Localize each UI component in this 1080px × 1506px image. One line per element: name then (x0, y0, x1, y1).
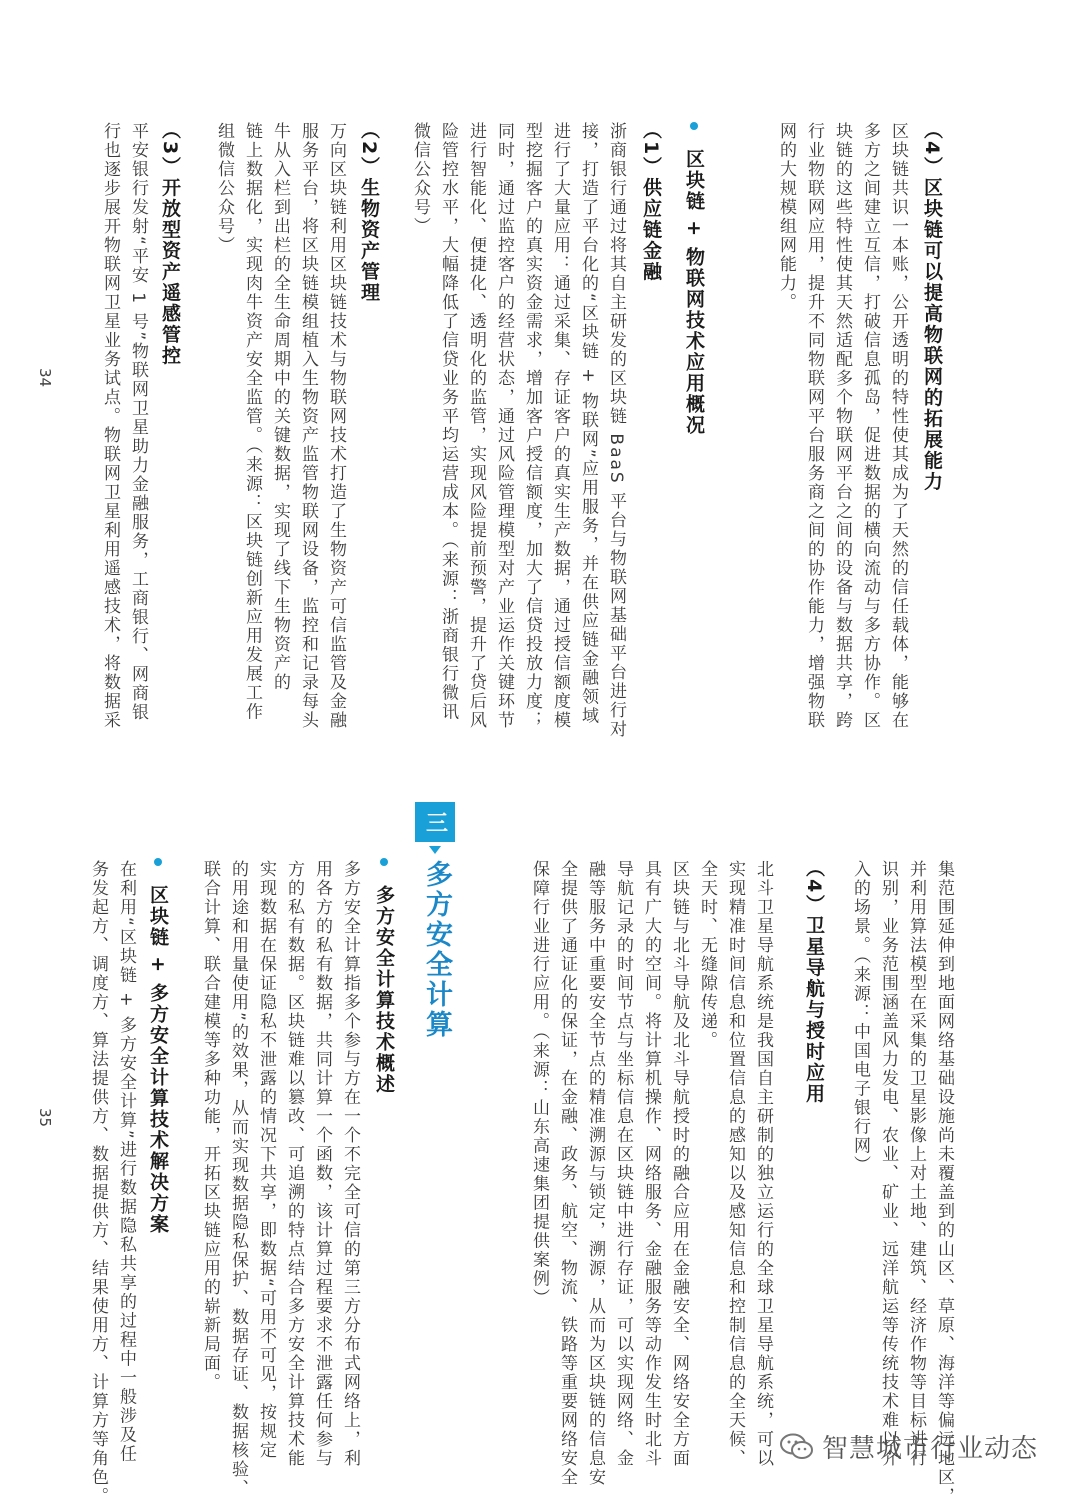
section-number-badge: 三 (415, 802, 455, 842)
paragraph-supply-chain (400, 122, 630, 739)
bullet-dot-icon (154, 858, 162, 866)
text-line: 行业物联网应用，提升不同物联网平台服务商之间的协作能力，增强物联 (804, 122, 824, 730)
text-line: 导航记录的时间节点与坐标信息在区块链中进行存证，可以实现网络、金 (613, 860, 633, 1468)
watermark (780, 1428, 1038, 1465)
text-line: 多方安全计算指多个参与方在一个不完全可信的第三方分布式网络上，利 (340, 860, 360, 1468)
page-number: 35 (36, 1108, 54, 1128)
text-line: 进行了大量应用：通过采集、存证客户的真实生产数据，通过授信额度模 (550, 122, 570, 730)
text-line: 网的大规模组网能力。 (776, 122, 796, 312)
text-line: 全提供了通证化的保证，在金融、政务、航空、物流、铁路等重要网络安全 (557, 860, 577, 1487)
text-line: 入的场景。（来源：中国电子银行网） (850, 860, 870, 1175)
paragraph-satellite-continued (840, 860, 958, 1506)
paragraph-biological-assets (200, 122, 350, 730)
section-arrow-icon (429, 846, 441, 854)
text-line: 块链的这些特性使其天然适配多个物联网平台之间的设备与数据共享，跨 (832, 122, 852, 730)
heading-biological-assets: （2）生物资产管理 (358, 120, 380, 304)
text-line: 保障行业进行应用。（来源：山东高速集团提供案例） (529, 860, 549, 1308)
section-banner (415, 802, 455, 1042)
bullet-heading-mpc-overview (370, 858, 398, 1095)
bullet-dot-icon (380, 858, 388, 866)
text-line: 浙商银行通过将其自主研发的区块链 BaaS 平台与物联网基础平台进行对 (606, 122, 626, 740)
text-line: 务发起方、调度方、算法提供方、数据提供方、结果使用方、计算方等角色。 (88, 860, 108, 1506)
heading-expansion-capability: （4）区块链可以提高物联网的拓展能力 (921, 120, 943, 493)
bullet-title: 区块链 + 物联网技术应用概况 (683, 148, 705, 436)
text-line: 型挖掘客户的真实资金需求，增加客户授信额度，加大了信贷投放力度； (522, 122, 542, 730)
paragraph-beidou (515, 860, 777, 1487)
heading-supply-chain-finance: （1）供应链金融 (640, 120, 662, 283)
text-line: 融等服务中重要安全节点的精准溯源与锁定，溯源，从而为区块链的信息安 (585, 860, 605, 1487)
text-line: 进行智能化、便捷化、透明化的监管，实现风险提前预警，提升了贷后风 (466, 122, 486, 730)
paragraph-mpc-solution (80, 860, 140, 1506)
text-line: 识别，业务范围涵盖风力发电、农业、矿业、远洋航运等传统技术难以介 (878, 860, 898, 1468)
text-line: 的用途和用量使用”的效果，从而实现数据隐私保护、数据存证、数据核验、 (228, 860, 248, 1498)
text-line: 组微信公众号） (214, 122, 234, 255)
text-line: 牛从入栏到出栏的全生命周期中的关键数据，实现了线下生物资产的 (270, 122, 290, 692)
text-line: 联合计算、联合建模等多种功能，开拓区块链应用的崭新局面。 (200, 860, 220, 1392)
text-line: 区块链共识一本账，公开透明的特性使其成为了天然的信任载体，能够在 (888, 122, 908, 730)
page-number: 34 (36, 368, 54, 388)
bullet-title: 多方安全计算技术概述 (373, 884, 395, 1095)
text-line: 多方之间建立互信，打破信息孤岛，促进数据的横向流动与多方协作。区 (860, 122, 880, 730)
paragraph-expansion (772, 122, 912, 730)
text-line: 全天时、无缝隙传递。 (697, 860, 717, 1050)
heading-satellite-navigation: （4）卫星导航与授时应用 (803, 858, 825, 1105)
text-line: 行也逐步展开物联网卫星业务试点。物联网卫星利用遥感技术，将数据采 (100, 122, 120, 730)
paragraph-remote-sensing (88, 122, 152, 730)
watermark-text: 智慧城市行业动态 (822, 1434, 1039, 1464)
text-line: 方的私有数据。区块链难以篡改、可追溯的特点结合多方安全计算技术能 (284, 860, 304, 1468)
text-line: 在利用“区块链 + 多方安全计算”进行数据隐私共享的过程中一般涉及任 (116, 860, 136, 1464)
text-line: 万向区块链利用区块链技术与物联网技术打造了生物资产可信监管及金融 (326, 122, 346, 730)
text-line: 微信公众号） (410, 122, 430, 236)
text-line: 实现数据在保证隐私不泄露的情况下共享，即数据“可用不可见，按规定 (256, 860, 276, 1460)
bullet-heading-mpc-solution (144, 858, 172, 1235)
text-line: 接，打造了平台化的“区块链 + 物联网”应用服务，并在供应链金融领域 (578, 122, 598, 726)
bullet-heading-iot-overview (680, 122, 708, 436)
text-line: 平安银行发射“平安 1 号”物联网卫星助力金融服务，工商银行、网商银 (128, 122, 148, 723)
text-line: 具有广大的空间。将计算机操作、网络服务、金融服务等动作发生时北斗 (641, 860, 661, 1468)
text-line: 集范围延伸到地面网络基础设施尚未覆盖到的山区、草原、海洋等偏远地区， (934, 860, 954, 1506)
text-line: 服务平台，将区块链模组植入生物资产监管物联网设备，监控和记录每头 (298, 122, 318, 730)
bullet-title: 区块链 + 多方安全计算技术解决方案 (147, 884, 169, 1235)
wechat-icon (780, 1433, 814, 1461)
paragraph-mpc-overview (186, 860, 364, 1498)
bullet-dot-icon (690, 122, 698, 130)
heading-remote-sensing: （3）开放型资产遥感管控 (159, 120, 181, 367)
text-line: 同时，通过监控客户的经营状态，通过风险管理模型对产业运作关键环节 (494, 122, 514, 730)
text-line: 区块链与北斗导航及北斗导航授时的融合应用在金融安全、网络安全方面 (669, 860, 689, 1468)
text-line: 链上数据化，实现肉牛资产安全监管。（来源：区块链创新应用发展工作 (242, 122, 262, 722)
text-line: 北斗卫星导航系统是我国自主研制的独立运行的全球卫星导航系统，可以 (753, 860, 773, 1468)
section-title: 多方安全计算 (421, 860, 452, 1040)
text-line: 险管控水平，大幅降低了信贷业务平均运营成本。（来源：浙商银行微讯 (438, 122, 458, 722)
text-line: 用各方的私有数据，共同计算一个函数，该计算过程要求不泄露任何参与 (312, 860, 332, 1468)
text-line: 实现精准时间信息和位置信息的感知以及感知信息和控制信息的全天候、 (725, 860, 745, 1468)
text-line: 并利用算法模型在采集的卫星影像上对土地、建筑、经济作物等目标进行 (906, 860, 926, 1468)
